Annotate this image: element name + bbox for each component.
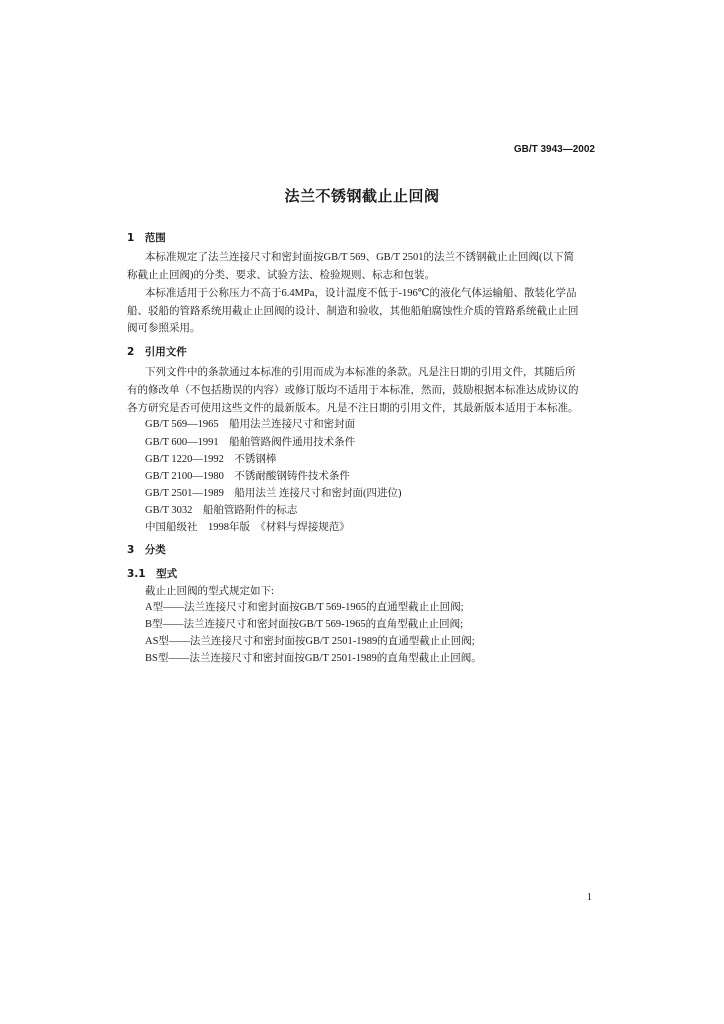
section-2-paragraph-line: 有的修改单（不包括勘误的内容）或修订版均不适用于本标准，然而，鼓励根据本标准达成协议的 <box>127 385 579 396</box>
type-definition: B型——法兰连接尺寸和密封面按GB/T 569-1965的直角型截止止回阀; <box>145 619 464 630</box>
page-number: 1 <box>586 892 592 903</box>
section-1-heading: 1 范围 <box>127 232 166 244</box>
reference-item: GB/T 569—1965 船用法兰连接尺寸和密封面 <box>145 419 356 430</box>
reference-item: 中国船级社 1998年版 《材料与焊接规范》 <box>145 522 350 533</box>
section-1-paragraph-1-line: 称截止止回阀)的分类、要求、试验方法、检验规则、标志和包装。 <box>127 270 435 281</box>
standard-number: GB/T 3943—2002 <box>513 144 595 155</box>
type-definition: A型——法兰连接尺寸和密封面按GB/T 569-1965的直通型截止止回阀; <box>145 602 464 613</box>
type-intro: 截止止回阀的型式规定如下: <box>145 586 274 597</box>
section-1-paragraph-1-line: 本标准规定了法兰连接尺寸和密封面按GB/T 569、GB/T 2501的法兰不锈钢截止止回阀(以下简 <box>145 252 574 263</box>
reference-item: GB/T 2501—1989 船用法兰 连接尺寸和密封面(四进位) <box>145 488 402 499</box>
document-title: 法兰不锈钢截止止回阀 <box>284 187 440 205</box>
reference-item: GB/T 600—1991 船舶管路阀件通用技术条件 <box>145 437 356 448</box>
type-definition: BS型——法兰连接尺寸和密封面按GB/T 2501-1989的直角型截止止回阀。 <box>145 653 482 664</box>
section-1-paragraph-2-line: 阀可参照采用。 <box>127 323 201 334</box>
section-1-paragraph-2-line: 本标准适用于公称压力不高于6.4MPa，设计温度不低于-196℃的液化气体运输船、散装化学品 <box>145 288 577 299</box>
reference-item: GB/T 3032 船舶管路附件的标志 <box>145 505 298 516</box>
section-2-paragraph-line: 下列文件中的条款通过本标准的引用而成为本标准的条款。凡是注日期的引用文件，其随后所 <box>145 367 576 378</box>
reference-item: GB/T 1220—1992 不锈钢棒 <box>145 454 277 465</box>
section-3-heading: 3 分类 <box>127 544 166 556</box>
reference-item: GB/T 2100—1980 不锈耐酸钢铸件技术条件 <box>145 471 350 482</box>
type-definition: AS型——法兰连接尺寸和密封面按GB/T 2501-1989的直通型截止止回阀; <box>145 636 475 647</box>
section-2-paragraph-line: 各方研究是否可使用这些文件的最新版本。凡是不注日期的引用文件，其最新版本适用于本标准。 <box>127 403 579 414</box>
section-3-1-heading: 3.1 型式 <box>127 568 178 580</box>
section-1-paragraph-2-line: 船、驳船的管路系统用截止止回阀的设计、制造和验收，其他船舶腐蚀性介质的管路系统截止止回 <box>127 306 579 317</box>
section-2-heading: 2 引用文件 <box>127 346 187 358</box>
